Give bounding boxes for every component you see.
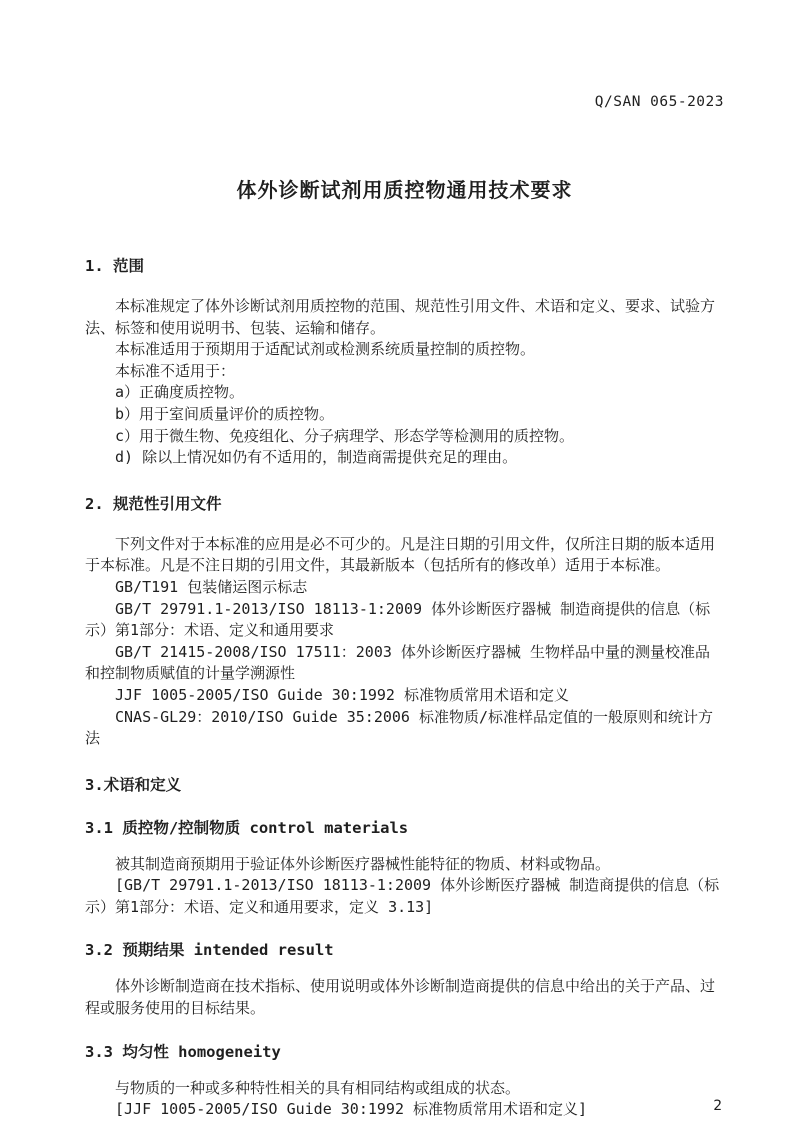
page-number: 2: [713, 1098, 722, 1114]
scope-paragraph-3: 本标准不适用于：: [115, 361, 236, 380]
reference-item: CNAS-GL29：2010/ISO Guide 35:2006 标准物质/标准样品定值的一般原则和统计方法: [85, 707, 714, 748]
reference-item: JJF 1005-2005/ISO Guide 30:1992 标准物质常用术语和定义: [115, 685, 569, 704]
scope-item-d: d) 除以上情况如仍有不适用的，制造商需提供充足的理由。: [115, 448, 518, 467]
page-title: 体外诊断试剂用质控物通用技术要求: [236, 178, 573, 202]
scope-item-b: b）用于室间质量评价的质控物。: [115, 404, 335, 423]
section-1-heading: 1. 范围: [85, 257, 144, 275]
term-3-2-heading: 3.2 预期结果 intended result: [85, 941, 334, 960]
term-3-3-source: [JJF 1005-2005/ISO Guide 30:1992 标准物质常用术语和定义]: [115, 1100, 588, 1119]
term-3-1-source: [GB/T 29791.1-2013/ISO 18113-1:2009 体外诊断医疗器械 制造商提供的信息（标示）第1部分：术语、定义和通用要求，定义 3.13]: [85, 876, 720, 916]
reference-item: GB/T191 包装储运图示标志: [115, 577, 308, 596]
term-3-2-definition: 体外诊断制造商在技术指标、使用说明或体外诊断制造商提供的信息中给出的关于产品、过程或服务使用的目标结果。: [85, 977, 716, 1018]
doc-code: Q/SAN 065-2023: [594, 94, 724, 110]
scope-paragraph-2: 本标准适用于预期用于适配试剂或检测系统质量控制的质控物。: [115, 340, 536, 359]
scope-item-a: a）正确度质控物。: [115, 383, 245, 402]
scope-paragraph-1: 本标准规定了体外诊断试剂用质控物的范围、规范性引用文件、术语和定义、要求、试验方法、标签和使用说明书、包装、运输和储存。: [85, 297, 716, 337]
section-3-heading: 3.术语和定义: [85, 775, 182, 794]
scope-exclusion-list: [85, 382, 724, 468]
section-2-heading: 2. 规范性引用文件: [85, 494, 222, 513]
references-intro: 下列文件对于本标准的应用是必不可少的。凡是注日期的引用文件，仅所注日期的版本适用于本标准。凡是不注日期的引用文件，其最新版本（包括所有的修改单）适用于本标准。: [85, 534, 716, 575]
reference-list: [85, 577, 724, 750]
term-3-1-heading: 3.1 质控物/控制物质 control materials: [85, 818, 409, 837]
term-3-1-definition: 被其制造商预期用于验证体外诊断医疗器械性能特征的物质、材料或物品。: [115, 854, 611, 873]
scope-item-c: c）用于微生物、免疫组化、分子病理学、形态学等检测用的质控物。: [115, 426, 575, 445]
reference-item: GB/T 21415-2008/ISO 17511：2003 体外诊断医疗器械 生物样品中量的测量校准品和控制物质赋值的计量学溯源性: [85, 642, 710, 683]
term-3-3-heading: 3.3 均匀性 homogeneity: [85, 1042, 281, 1061]
reference-item: GB/T 29791.1-2013/ISO 18113-1:2009 体外诊断医疗器械 制造商提供的信息（标示）第1部分：术语、定义和通用要求: [85, 599, 711, 640]
term-3-3-definition: 与物质的一种或多种特性相关的具有相同结构或组成的状态。: [115, 1078, 521, 1097]
